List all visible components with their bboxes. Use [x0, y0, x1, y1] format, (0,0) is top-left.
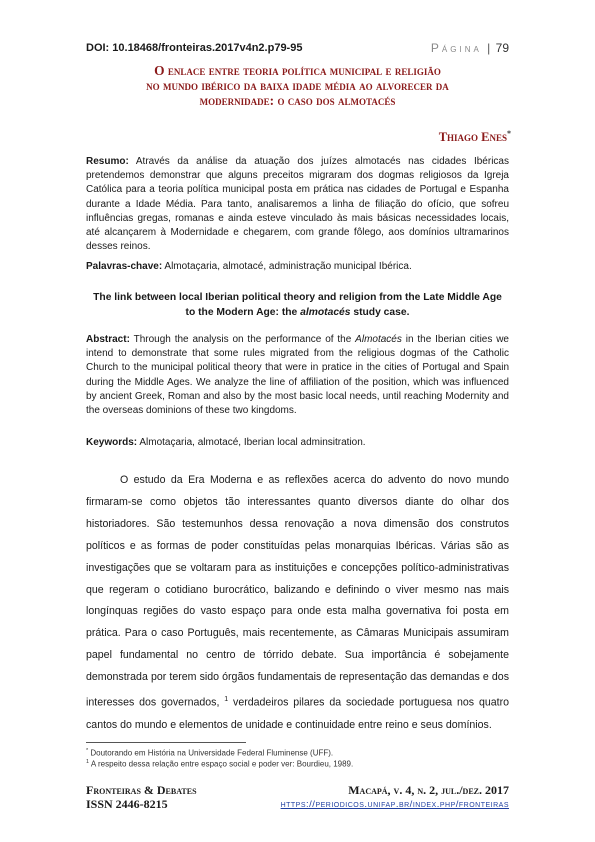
footnote-text: A respeito dessa relação entre espaço social e poder ver: Bourdieu, 1989.	[89, 759, 354, 769]
abstract-text-pre: Through the analysis on the performance of the	[129, 334, 356, 345]
footnote-item	[86, 759, 353, 769]
footnote-mark: *	[86, 748, 89, 754]
journal-url-link[interactable]: https://periodicos.unifap.br/index.php/fronteiras	[280, 799, 509, 810]
issue-location: Macapá, v. 4, n. 2, jul./dez. 2017	[348, 783, 509, 797]
english-title-pre: to the Modern Age: the	[185, 307, 301, 318]
title-line-3: modernidade: o caso dos almotacés	[199, 93, 396, 108]
english-title-line-1: The link between local Iberian political theory and religion from the Late Middle Age	[93, 292, 502, 303]
palavras-chave-label: Palavras-chave:	[86, 261, 163, 272]
footnote-ref-1[interactable]: 1	[224, 696, 229, 704]
english-title-line-2	[86, 305, 509, 320]
resumo-block	[86, 155, 509, 254]
english-title	[86, 290, 509, 320]
palavras-chave-text: Almotaçaria, almotacé, administração municipal Ibérica.	[162, 261, 412, 272]
english-title-post: study case.	[350, 307, 410, 318]
title-line-2: no mundo ibérico da baixa idade média ao alvorecer da	[146, 78, 449, 93]
page-number: 79	[495, 41, 509, 55]
journal-name: Fronteiras & Debates	[86, 783, 197, 797]
palavras-chave	[86, 261, 412, 272]
doi-reference: DOI: 10.18468/fronteiras.2017v4n2.p79-95	[86, 42, 303, 54]
abstract-text-emphasis: Almotacés	[355, 334, 402, 345]
page-indicator	[431, 41, 509, 55]
footnote-item	[86, 748, 333, 758]
keywords	[86, 437, 366, 448]
page-separator: |	[487, 41, 491, 55]
english-title-emphasis: almotacés	[300, 307, 351, 318]
abstract-label: Abstract:	[86, 334, 130, 345]
body-text-pre: O estudo da Era Moderna e as reflexões acerca do advento do novo mundo firmaram-se como objetos tão interessantes quanto diversos diante do olhar dos historiadores. São testemunhos dessa renovação a nova dimensão dos construtos políticos e as formas de poder constituídas pelas monarquias Ibéricas. Várias são as investigações que se voltaram para as instituições e concepções político-administrativas que regeram o cotidiano burocrático, balizando e definindo o viver mesmo nas mais longínquas regiões do vasto espaço para onde esta malha governativa foi posta em prática. Para o caso Português, mais recentemente, as Câmaras Municipais assumiram papel fundamental no centro de tórrido debate. Sua importância é sobejamente demonstrada por terem sido órgãos fundamentais de representação das demandas e dos interesses dos governados,	[86, 474, 509, 709]
journal-footer	[86, 783, 197, 811]
body-paragraph	[86, 470, 509, 736]
journal-issn: ISSN 2446-8215	[86, 797, 168, 811]
keywords-label: Keywords:	[86, 437, 138, 448]
author-name	[439, 129, 511, 145]
keywords-text: Almotaçaria, almotacé, Iberian local adminsitration.	[137, 437, 366, 448]
abstract-block	[86, 333, 509, 418]
resumo-text: Através da análise da atuação dos juízes almotacés nas cidades Ibéricas pretendemos demonstrar que alguns preceitos migraram dos dogmas religiosos da Igreja Católica para a teoria política municipal posta em prática nas cidades de Portugal e Espanha durante a Idade Média. Para tanto, analisaremos a linha de filiação do ofício, que sofreu influências gregas, romanas e ainda esteve vinculado às mais básicas necessidades locais, até alcançarem à Modernidade e chegarem, com grande fôlego, aos domínios ultramarinos desses reinos.	[86, 156, 509, 253]
title-line-1: O enlace entre teoria política municipal e religião	[154, 63, 441, 78]
author-footnote-mark: *	[507, 129, 511, 138]
footnote-mark: 1	[86, 759, 90, 765]
footnote-text: Doutorando em História na Universidade Federal Fluminense (UFF).	[88, 748, 334, 758]
footnote-divider	[86, 742, 246, 743]
author-name-text: Thiago Enes	[438, 130, 507, 145]
body-text-post: verdadeiros pilares da sociedade portuguesa nos quatro cantos do mundo e elementos de unidade e continuidade entre reino e seus domínios.	[86, 696, 509, 731]
resumo-label: Resumo:	[86, 156, 129, 167]
abstract-text-post: in the Iberian cities we intend to demonstrate that some rules migrated from the religious dogmas of the Catholic Church to the municipal political theory that were in pratice in the cities of Portugal and Spain during the Middle Ages. We analyze the line of affiliation of the position, which was influenced by ancient Greek, Roman and also by the most basic local needs, until reaching Modernity and the overseas dominions of these two kingdoms.	[86, 334, 509, 417]
article-title	[86, 63, 509, 108]
page-word: Página	[430, 41, 482, 55]
